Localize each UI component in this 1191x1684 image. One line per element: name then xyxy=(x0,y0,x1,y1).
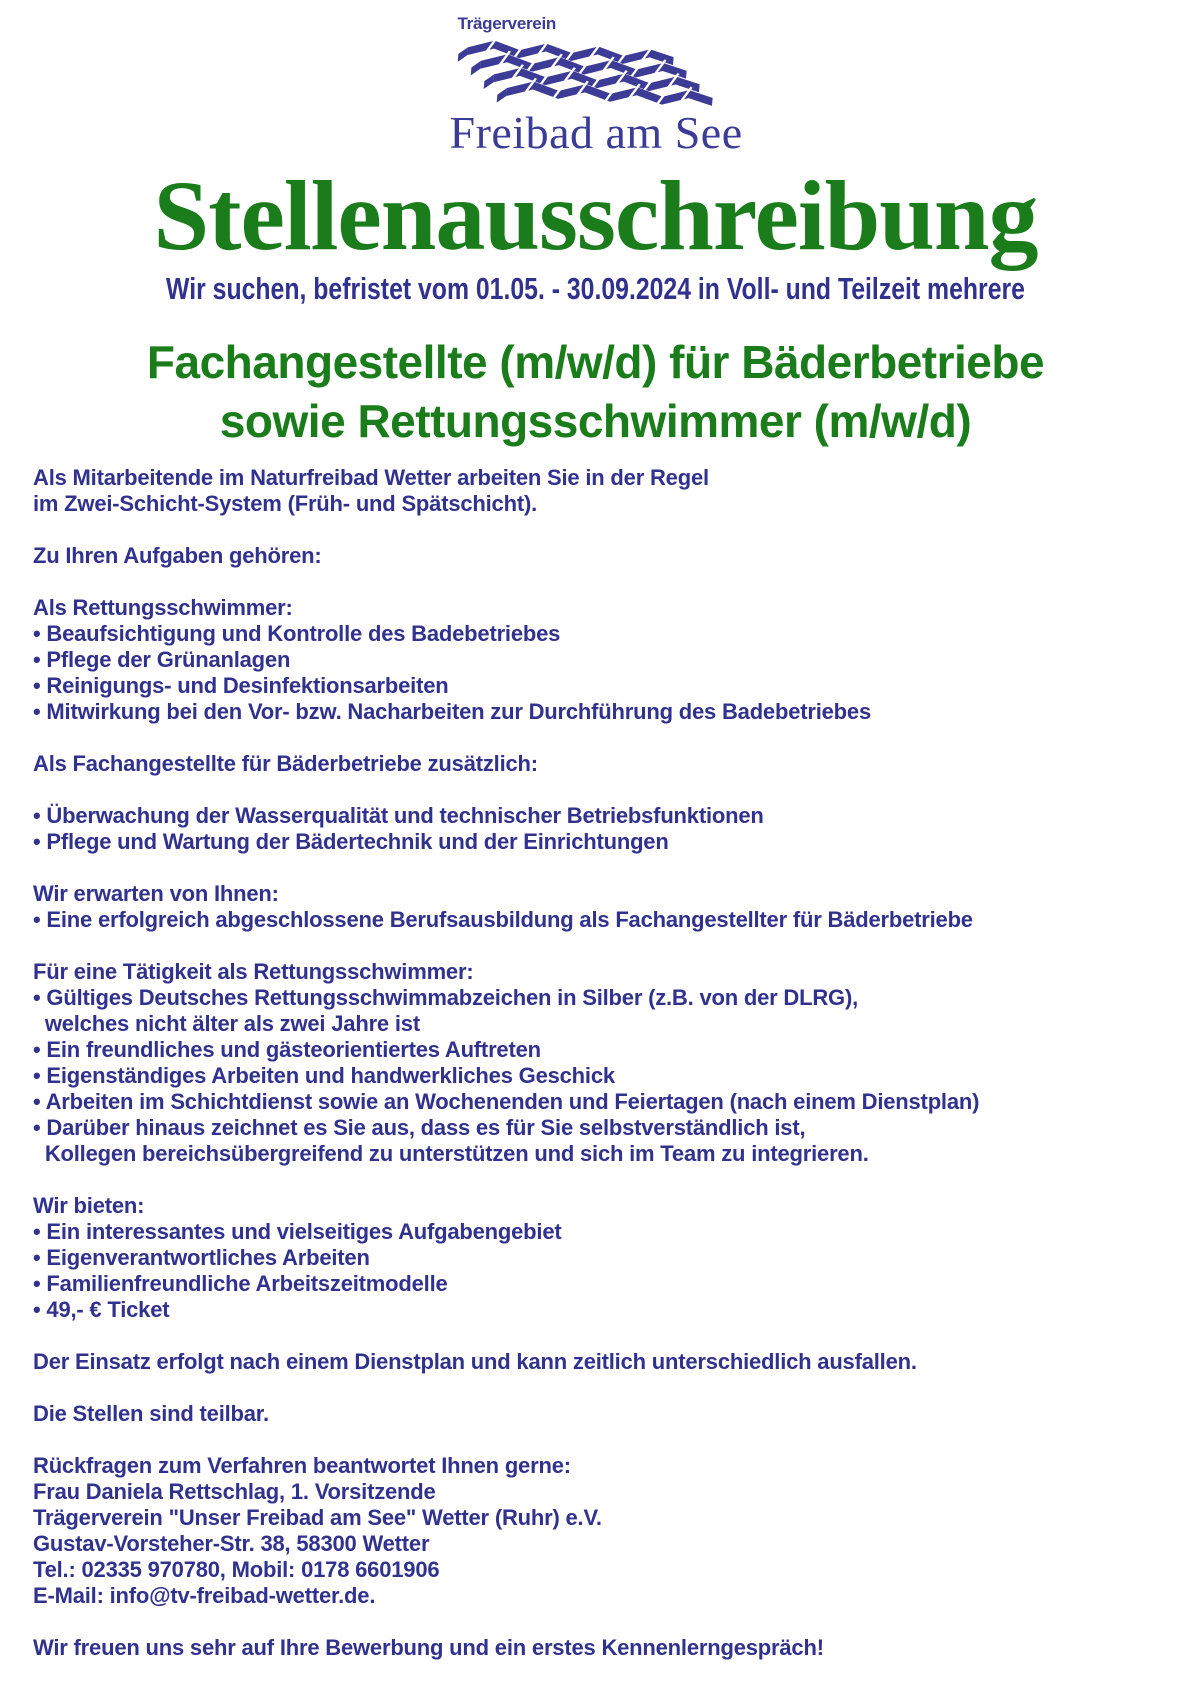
text-line: Als Fachangestellte für Bäderbetriebe zusätzlich: xyxy=(33,751,538,776)
text-line: welches nicht älter als zwei Jahre ist xyxy=(33,1011,420,1036)
position-title-line1: Fachangestellte (m/w/d) für Bäderbetriebe xyxy=(146,336,1045,388)
paragraph xyxy=(33,1453,1161,1609)
text-line: • Darüber hinaus zeichnet es Sie aus, dass es für Sie selbstverständlich ist, xyxy=(33,1115,806,1140)
paragraph xyxy=(33,751,1161,777)
text-line: Frau Daniela Rettschlag, 1. Vorsitzende xyxy=(33,1479,436,1504)
paragraph xyxy=(33,1401,1161,1427)
text-line: • Überwachung der Wasserqualität und technischer Betriebsfunktionen xyxy=(33,803,764,828)
text-line: Zu Ihren Aufgaben gehören: xyxy=(33,543,322,568)
text-line: Wir bieten: xyxy=(33,1193,145,1218)
text-line: Der Einsatz erfolgt nach einem Dienstplan und kann zeitlich unterschiedlich ausfallen. xyxy=(33,1349,917,1374)
text-line: Wir freuen uns sehr auf Ihre Bewerbung und ein erstes Kennenlerngespräch! xyxy=(33,1635,824,1660)
text-line: Rückfragen zum Verfahren beantwortet Ihnen gerne: xyxy=(33,1453,571,1478)
text-line: • Pflege und Wartung der Bädertechnik und der Einrichtungen xyxy=(33,829,669,854)
text-line: E-Mail: info@tv-freibad-wetter.de. xyxy=(33,1583,376,1608)
text-line: • Gültiges Deutsches Rettungsschwimmabzeichen in Silber (z.B. von der DLRG), xyxy=(33,985,858,1010)
text-line: Als Mitarbeitende im Naturfreibad Wetter arbeiten Sie in der Regel xyxy=(33,465,709,490)
text-line: Wir erwarten von Ihnen: xyxy=(33,881,279,906)
paragraph xyxy=(33,959,1161,1167)
text-line: Als Rettungsschwimmer: xyxy=(33,595,293,620)
text-line: • Eigenverantwortliches Arbeiten xyxy=(33,1245,370,1270)
paragraph xyxy=(33,595,1161,725)
text-line: Kollegen bereichsübergreifend zu unterstützen und sich im Team zu integrieren. xyxy=(33,1141,869,1166)
subtitle: Wir suchen, befristet vom 01.05. - 30.09.2024 in Voll- und Teilzeit mehrere xyxy=(166,271,1025,306)
text-line: • Eine erfolgreich abgeschlossene Berufsausbildung als Fachangestellter für Bäderbetriebe xyxy=(33,907,973,932)
text-line: Die Stellen sind teilbar. xyxy=(33,1401,269,1426)
text-line: • 49,- € Ticket xyxy=(33,1297,170,1322)
text-line: • Beaufsichtigung und Kontrolle des Badebetriebes xyxy=(33,621,561,646)
text-line: Gustav-Vorsteher-Str. 38, 58300 Wetter xyxy=(33,1531,430,1556)
text-line: Für eine Tätigkeit als Rettungsschwimmer: xyxy=(33,959,474,984)
text-line: im Zwei-Schicht-System (Früh- und Spätschicht). xyxy=(33,491,537,516)
text-line: • Pflege der Grünanlagen xyxy=(33,647,291,672)
logo-tagline: Trägerverein xyxy=(457,14,556,33)
body-text xyxy=(33,465,1161,1661)
page-title: Stellenausschreibung xyxy=(153,160,1038,271)
paragraph xyxy=(33,803,1161,855)
text-line: • Mitwirkung bei den Vor- bzw. Nacharbeiten zur Durchführung des Badebetriebes xyxy=(33,699,871,724)
text-line: • Ein freundliches und gästeorientiertes Auftreten xyxy=(33,1037,541,1062)
paragraph xyxy=(33,1193,1161,1323)
paragraph xyxy=(33,465,1161,517)
text-line: Trägerverein "Unser Freibad am See" Wetter (Ruhr) e.V. xyxy=(33,1505,602,1530)
paragraph xyxy=(33,881,1161,933)
text-line: Tel.: 02335 970780, Mobil: 0178 6601906 xyxy=(33,1557,440,1582)
text-line: • Eigenständiges Arbeiten und handwerkliches Geschick xyxy=(33,1063,615,1088)
position-title xyxy=(0,333,1191,451)
logo xyxy=(450,14,742,158)
paragraph xyxy=(33,1635,1161,1661)
text-line: • Arbeiten im Schichtdienst sowie an Wochenenden und Feiertagen (nach einem Dienstplan) xyxy=(33,1089,980,1114)
text-line: • Familienfreundliche Arbeitszeitmodelle xyxy=(33,1271,448,1296)
logo-name: Freibad am See xyxy=(449,107,743,158)
paragraph xyxy=(33,543,1161,569)
wave-ribbons-icon xyxy=(456,36,736,108)
paragraph xyxy=(33,1349,1161,1375)
position-title-line2: sowie Rettungsschwimmer (m/w/d) xyxy=(219,395,972,447)
text-line: • Reinigungs- und Desinfektionsarbeiten xyxy=(33,673,449,698)
text-line: • Ein interessantes und vielseitiges Aufgabengebiet xyxy=(33,1219,562,1244)
